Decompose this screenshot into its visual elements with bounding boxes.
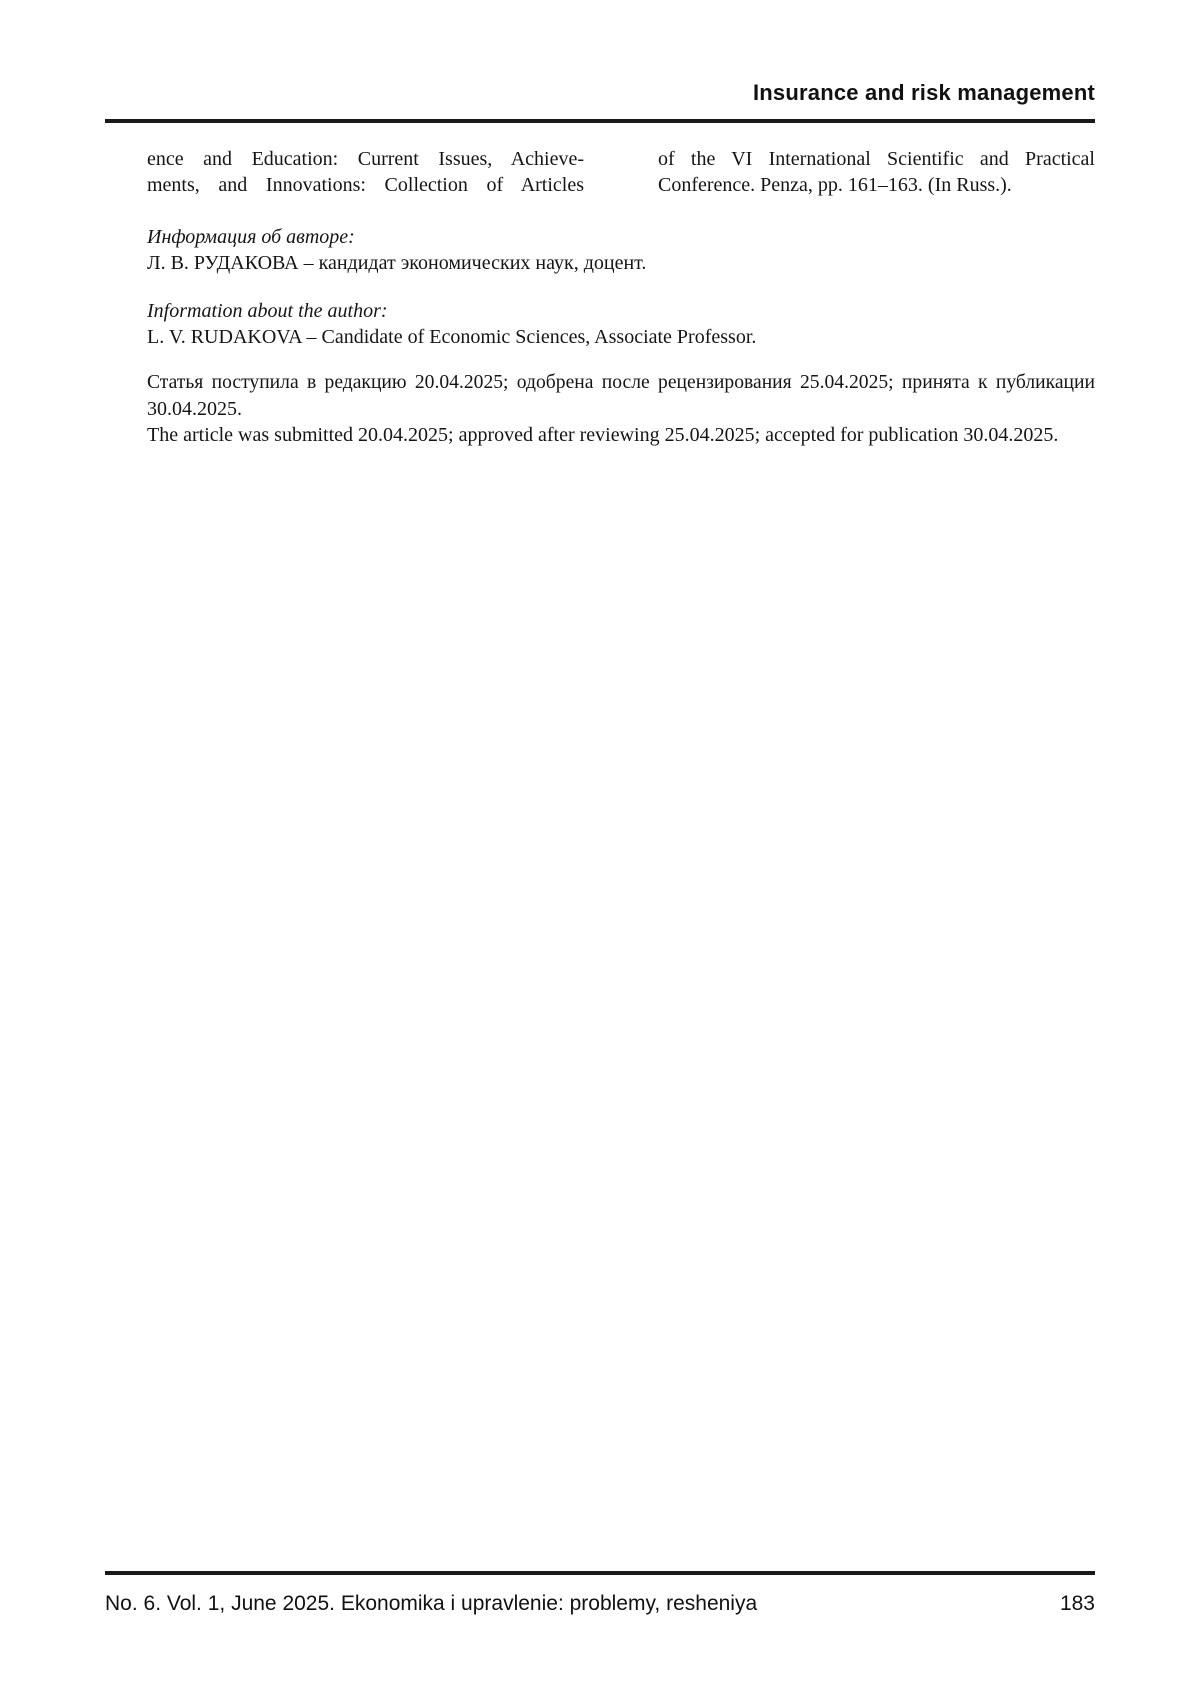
running-head-section-title: Insurance and risk management [752,80,1095,105]
page-footer [105,1592,1095,1616]
author-info-en-text: L. V. RUDAKOVA – Candidate of Economic Sciences, Associate Professor. [147,326,757,348]
reference-line: of the VI International Scientific and Practical [658,148,1095,170]
reference-right-column [658,146,1095,198]
submission-dates-en: The article was submitted 20.04.2025; approved after reviewing 25.04.2025; accepted for publication 30.04.2025. [147,424,1059,446]
references-continuation [147,146,1095,198]
author-info-ru-text: Л. В. РУДАКОВА – кандидат экономических наук, доцент. [147,252,647,274]
submission-dates-ru-line2: 30.04.2025. [147,398,242,420]
author-info-en [147,298,1095,350]
reference-line: ments, and Innovations: Collection of Articles [147,174,584,196]
submission-dates [147,370,1095,448]
article-back-matter [147,146,1095,448]
footer-rule [105,1571,1095,1575]
header-rule [105,119,1095,123]
footer-journal-info: No. 6. Vol. 1, June 2025. Ekonomika i upravlenie: problemy, resheniya [105,1592,758,1615]
reference-line: ence and Education: Current Issues, Achieve- [147,148,584,170]
author-info-ru-heading: Информация об авторе: [147,226,355,248]
footer-page-number: 183 [1059,1592,1095,1615]
reference-left-column [147,146,584,198]
author-info-ru [147,224,1095,276]
author-info-en-heading: Information about the author: [147,300,388,322]
submission-dates-ru-line1: Статья поступила в редакцию 20.04.2025; одобрена после рецензирования 25.04.2025; принята к публикации [147,372,1095,393]
reference-line: Conference. Penza, pp. 161–163. (In Russ.). [658,174,1012,196]
